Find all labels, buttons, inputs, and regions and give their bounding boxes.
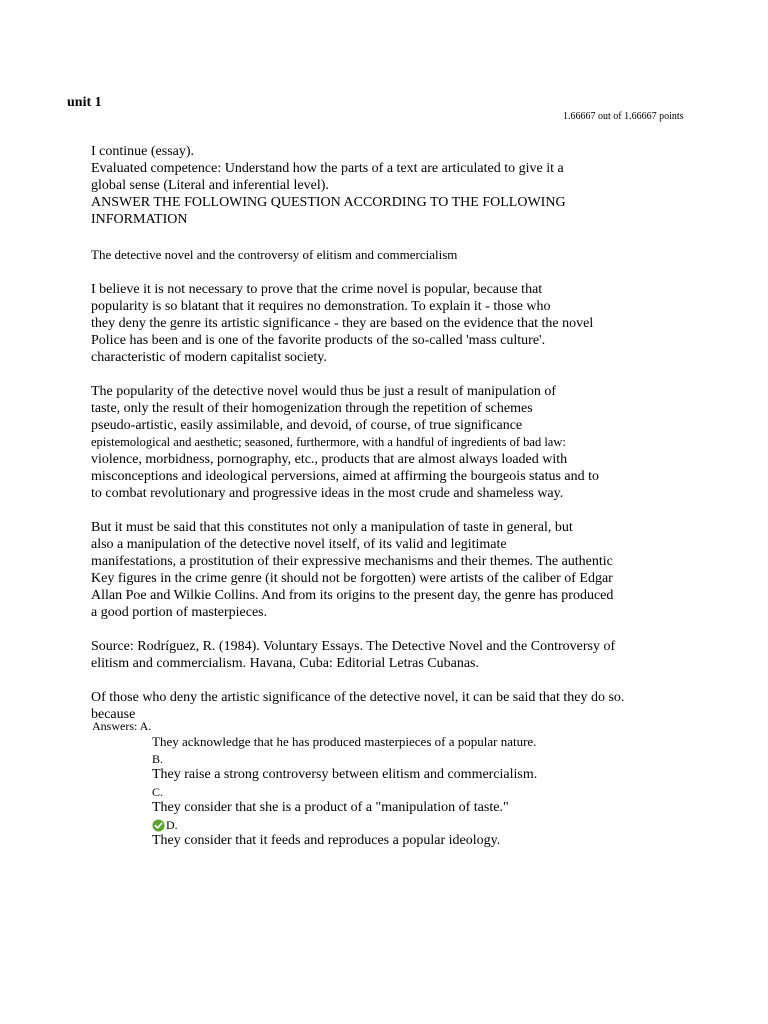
unit-title: unit 1 (67, 95, 102, 110)
score-points: 1.66667 out of 1.66667 points (563, 111, 684, 122)
paragraph-line: to combat revolutionary and progressive ideas in the most crude and shameless way. (91, 486, 564, 501)
paragraph-line: a good portion of masterpieces. (91, 605, 268, 620)
answer-text: They acknowledge that he has produced masterpieces of a popular nature. (152, 734, 537, 749)
passage-paragraph (91, 383, 659, 502)
paragraph-line: epistemological and aesthetic; seasoned, furthermore, with a handful of ingredients of bad law: (91, 435, 566, 449)
correct-check-icon (152, 819, 165, 832)
answer-option-d (152, 818, 652, 849)
paragraph-line: pseudo-artistic, easily assimilable, and devoid, of course, of true significance (91, 418, 523, 433)
intro-line: INFORMATION (91, 212, 188, 227)
answers-label: Answers: (92, 719, 138, 733)
unit-header (63, 95, 102, 111)
paragraph-line: The popularity of the detective novel would thus be just a result of manipulation of (91, 384, 557, 399)
paragraph-line: Of those who deny the artistic significance of the detective novel, it can be said that they do so. (91, 690, 625, 705)
answer-letter-c: C. (152, 785, 164, 799)
paragraph-line: misconceptions and ideological perversions, aimed at affirming the bourgeois status and to (91, 469, 600, 484)
paragraph-line: they deny the genre its artistic significance - they are based on the evidence that the novel (91, 316, 594, 331)
paragraph-line: Allan Poe and Wilkie Collins. And from its origins to the present day, the genre has produced (91, 588, 614, 603)
intro-line: Evaluated competence: Understand how the parts of a text are articulated to give it a (91, 161, 564, 176)
paragraph-line: violence, morbidness, pornography, etc., products that are almost always loaded with (91, 452, 568, 467)
passage-paragraph (91, 519, 659, 621)
question-prompt (91, 689, 659, 723)
paragraph-line: also a manipulation of the detective novel itself, of its valid and legitimate (91, 537, 507, 552)
answers-section (92, 719, 652, 849)
question-intro (91, 143, 659, 228)
answer-text: They consider that it feeds and reproduces a popular ideology. (152, 833, 501, 848)
paragraph-line: taste, only the result of their homogenization through the repetition of schemes (91, 401, 533, 416)
answer-option-b (152, 752, 652, 783)
answer-text: They raise a strong controversy between elitism and commercialism. (152, 767, 538, 782)
answer-letter-row-d (152, 818, 652, 832)
passage-paragraph (91, 281, 659, 366)
paragraph-line: popularity is so blatant that it requires no demonstration. To explain it - those who (91, 299, 551, 314)
intro-line: ANSWER THE FOLLOWING QUESTION ACCORDING TO THE FOLLOWING (91, 195, 566, 210)
paragraph-line: characteristic of modern capitalist society. (91, 350, 327, 365)
paragraph-line: because (91, 707, 136, 722)
source-citation (91, 638, 659, 672)
passage-subtitle: The detective novel and the controversy of elitism and commercialism (91, 247, 458, 262)
intro-line: I continue (essay). (91, 144, 195, 159)
paragraph-line: I believe it is not necessary to prove that the crime novel is popular, because that (91, 282, 543, 297)
answer-option-a (152, 733, 652, 750)
intro-line: global sense (Literal and inferential level). (91, 178, 329, 193)
paragraph-line: Police has been and is one of the favorite products of the so-called 'mass culture'. (91, 333, 546, 348)
answer-letter-a: A. (139, 719, 152, 733)
paragraph-line: But it must be said that this constitutes not only a manipulation of taste in general, but (91, 520, 573, 535)
answers-label-row (92, 719, 652, 733)
question-body (91, 143, 659, 723)
answer-letter-b: B. (152, 752, 164, 766)
paragraph-line: Source: Rodríguez, R. (1984). Voluntary Essays. The Detective Novel and the Controversy of (91, 639, 616, 654)
paragraph-line: elitism and commercialism. Havana, Cuba: Editorial Letras Cubanas. (91, 656, 480, 671)
paragraph-line: Key figures in the crime genre (it should not be forgotten) were artists of the caliber of Edgar (91, 571, 613, 586)
answer-text: They consider that she is a product of a "manipulation of taste." (152, 800, 509, 815)
answer-letter-d: D. (166, 818, 178, 832)
answer-option-c (152, 785, 652, 816)
paragraph-line: manifestations, a prostitution of their expressive mechanisms and their themes. The authentic (91, 554, 613, 569)
